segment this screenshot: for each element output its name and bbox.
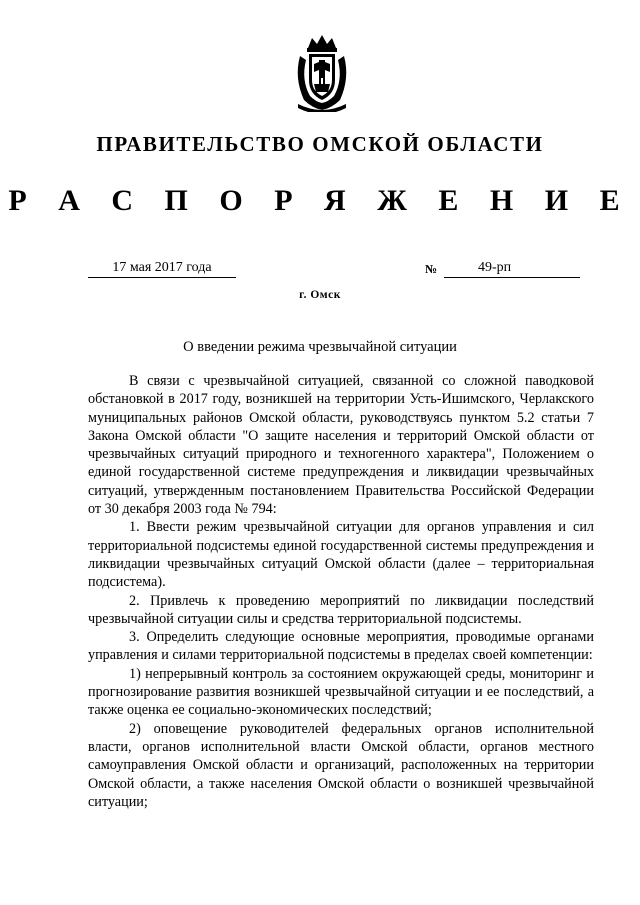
document-body xyxy=(88,372,594,811)
coat-of-arms-icon xyxy=(292,34,352,112)
body-paragraph: 1) непрерывный контроль за состоянием окружающей среды, мониторинг и прогнозирование развития возникшей чрезвычайной ситуации и ее последствий, а также оценка ее социально-экономических последствий; xyxy=(88,665,594,719)
number-sign: № xyxy=(425,262,438,276)
document-number: 49-рп xyxy=(478,260,512,275)
body-paragraph: 2. Привлечь к проведению мероприятий по ликвидации последствий чрезвычайной ситуации силы и средства территориальной подсистемы. xyxy=(88,592,594,627)
government-title: ПРАВИТЕЛЬСТВО ОМСКОЙ ОБЛАСТИ xyxy=(96,132,544,156)
document-date: 17 мая 2017 года xyxy=(88,259,236,278)
document-number-field xyxy=(444,259,580,278)
document-type-title: Р А С П О Р Я Ж Е Н И Е xyxy=(8,184,632,217)
document-city: г. Омск xyxy=(299,289,341,301)
body-paragraph: 3. Определить следующие основные мероприятия, проводимые органами управления и силами территориальной подсистемы в пределах своей компетенции: xyxy=(88,629,594,664)
body-paragraph: 2) оповещение руководителей федеральных органов исполнительной власти, органов исполнительной власти Омской области, органов местного самоуправления Омской области и организаций, расположенных на территории Омской области, а также населения Омской области о возникшей чрезвычайной ситуации; xyxy=(88,720,594,810)
document-subject: О введении режима чрезвычайной ситуации xyxy=(183,339,457,355)
body-paragraph: 1. Ввести режим чрезвычайной ситуации для органов управления и сил территориальной подсистемы единой государственной системы предупреждения и ликвидации чрезвычайных ситуаций Омской области (далее – территориальная подсистема). xyxy=(88,519,594,591)
body-paragraph: В связи с чрезвычайной ситуацией, связанной со сложной паводковой обстановкой в 2017 году, возникшей на территории Усть-Ишимского, Черлакского муниципальных районов Омской области, руководствуясь пунктом 5.2 статьи 7 Закона Омской области "О защите населения и территорий Омской области от чрезвычайных ситуаций природного и техногенного характера", Положением о единой государственной системе предупреждения и ликвидации чрезвычайных ситуаций, утвержденным постановлением Правительства Российской Федерации от 30 декабря 2003 года № 794: xyxy=(88,373,594,518)
